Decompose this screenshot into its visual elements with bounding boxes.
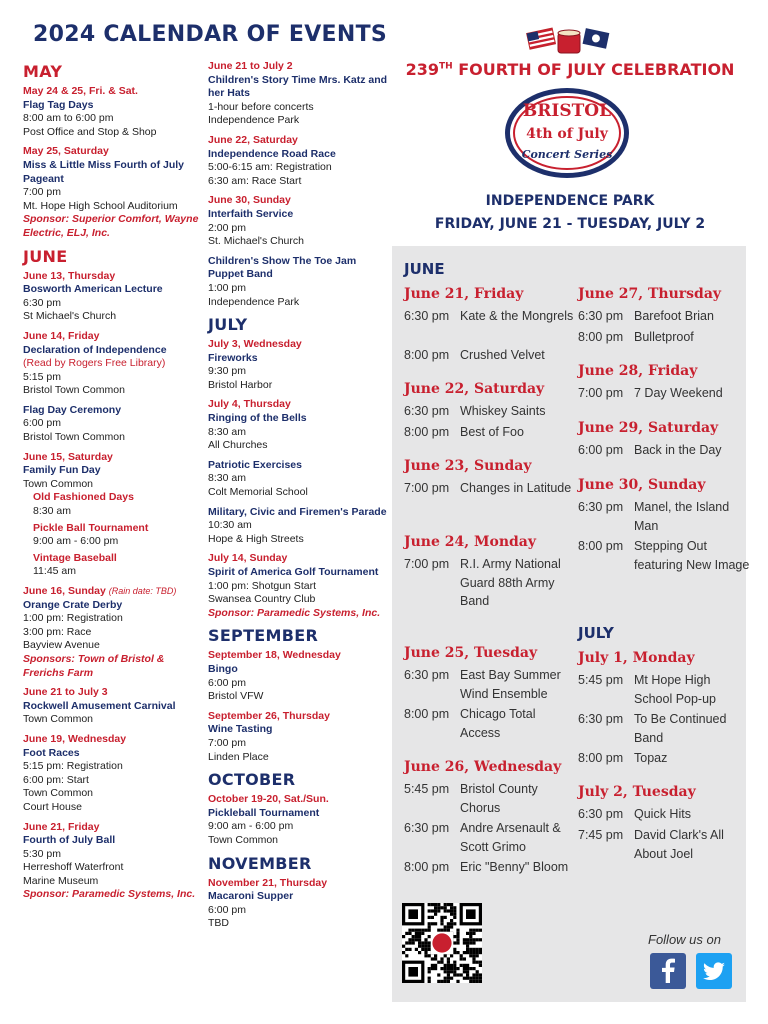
concert-time: 6:30 pm: [578, 309, 624, 323]
concert-row: [578, 498, 752, 535]
event-detail: TBD: [208, 917, 229, 930]
event-item: [208, 459, 388, 500]
event-name: Wine Tasting: [208, 723, 273, 736]
event-date-line: [23, 686, 203, 700]
concert-date: June 21, Friday: [404, 286, 524, 302]
concert-time: 7:45 pm: [578, 828, 624, 842]
event-date: September 26, Thursday: [208, 709, 330, 722]
concert-act: Andre Arsenault & Scott Grimo: [460, 821, 561, 854]
event-detail: 6:00 pm: [23, 417, 61, 430]
concert-time: 6:30 pm: [578, 500, 624, 514]
sub-event-detail: 11:45 am: [33, 565, 76, 578]
event-name: Independence Road Race: [208, 147, 336, 160]
event-detail: 8:00 am to 6:00 pm: [23, 112, 114, 125]
concert-time: 6:30 pm: [404, 668, 450, 682]
concert-act: David Clark's All About Joel: [634, 828, 724, 861]
month-heading: SEPTEMBER: [208, 626, 319, 646]
event-detail: St Michael's Church: [23, 310, 117, 323]
page-title: 2024 CALENDAR OF EVENTS: [33, 22, 388, 47]
concert-time: 8:00 pm: [404, 860, 450, 874]
event-date: June 19, Wednesday: [23, 732, 127, 745]
event-item: [23, 585, 203, 680]
event-detail: 8:30 am: [208, 425, 246, 438]
concert-time: 7:00 pm: [578, 386, 624, 400]
event-name: Orange Crate Derby: [23, 598, 123, 611]
event-date: July 3, Wednesday: [208, 338, 302, 351]
venue-name: INDEPENDENCE PARK: [485, 193, 655, 209]
twitter-icon[interactable]: [696, 953, 732, 989]
concert-act: Topaz: [634, 751, 668, 765]
event-item: [208, 877, 388, 931]
event-date-line: [23, 451, 203, 465]
event-detail: 6:00 pm: [208, 676, 246, 689]
events-column-1: [23, 60, 203, 908]
concert-act: Bulletproof: [634, 330, 694, 344]
concert-time: 8:00 pm: [578, 539, 624, 553]
event-detail: 5:15 pm: [23, 370, 61, 383]
concert-act: Stepping Out featuring New Image: [634, 539, 750, 572]
event-name: Children's Show The Toe Jam Puppet Band: [208, 254, 357, 281]
event-detail: Independence Park: [208, 295, 300, 308]
follow-us-label: Follow us on: [648, 932, 721, 947]
event-date-line: [23, 330, 203, 344]
event-detail: Marine Museum: [23, 874, 99, 887]
event-detail: Bristol VFW: [208, 690, 264, 703]
concert-row: [404, 666, 578, 703]
concert-act: Barefoot Brian: [634, 309, 714, 323]
event-item: [23, 686, 203, 727]
concert-row: [404, 780, 578, 817]
event-item: [23, 270, 203, 324]
event-date-line: [23, 145, 203, 159]
concert-time: 8:00 pm: [404, 425, 450, 439]
event-item: [208, 552, 388, 620]
concert-time: 8:00 pm: [578, 330, 624, 344]
concert-date: June 29, Saturday: [578, 420, 719, 436]
event-name: Bosworth American Lecture: [23, 283, 163, 296]
event-item: [208, 255, 388, 309]
concert-row: [404, 423, 578, 442]
qr-code[interactable]: [402, 903, 482, 983]
concert-act: Crushed Velvet: [460, 348, 545, 362]
event-name: Bingo: [208, 662, 238, 675]
event-date: June 15, Saturday: [23, 450, 113, 463]
event-detail: 6:00 pm: Start: [23, 773, 89, 786]
event-detail: 6:30 pm: [23, 296, 61, 309]
event-item: [208, 506, 388, 547]
event-date-line: [23, 821, 203, 835]
event-item: [208, 60, 388, 128]
event-detail: 7:00 pm: [208, 736, 246, 749]
concert-row: [578, 328, 752, 347]
event-name: Fourth of July Ball: [23, 834, 116, 847]
event-detail: Swansea Country Club: [208, 593, 316, 606]
concert-time: 7:00 pm: [404, 557, 450, 571]
event-name: Patriotic Exercises: [208, 458, 302, 471]
concert-date: July 1, Monday: [578, 650, 695, 666]
month-heading: NOVEMBER: [208, 853, 312, 873]
event-detail: 5:00-6:15 am: Registration: [208, 161, 332, 174]
concert-series-logo: [503, 86, 631, 180]
event-date-line: [23, 85, 203, 99]
event-detail: Herreshoff Waterfront: [23, 861, 124, 874]
event-date-line: [23, 733, 203, 747]
event-date: June 22, Saturday: [208, 133, 298, 146]
concert-act: 7 Day Weekend: [634, 386, 723, 400]
event-date-line: [208, 398, 388, 412]
event-date-line: [23, 270, 203, 284]
concert-row: [404, 402, 578, 421]
event-item: [208, 649, 388, 703]
concert-date: June 22, Saturday: [404, 381, 545, 397]
event-name: Military, Civic and Firemen's Parade: [208, 505, 387, 518]
concert-time: 5:45 pm: [578, 673, 624, 687]
concert-time: 8:00 pm: [404, 348, 450, 362]
flags-drum-icon: [526, 24, 612, 58]
event-name: Flag Tag Days: [23, 98, 94, 111]
sub-event: [23, 522, 203, 549]
event-detail: 2:00 pm: [208, 221, 246, 234]
event-detail: Bristol Town Common: [23, 431, 125, 444]
event-detail: All Churches: [208, 439, 268, 452]
month-heading: MAY: [23, 62, 63, 81]
logo-text-1: BRISTOL: [522, 101, 612, 121]
sub-event-name: Vintage Baseball: [33, 551, 117, 564]
concert-time: 6:30 pm: [404, 404, 450, 418]
sub-event: [23, 552, 203, 579]
event-date: June 30, Sunday: [208, 194, 291, 207]
event-detail: 1:00 pm: Shotgun Start: [208, 579, 316, 592]
concert-row: [404, 858, 578, 877]
event-name: Interfaith Service: [208, 207, 294, 220]
concert-act: Back in the Day: [634, 443, 722, 457]
concert-act: Whiskey Saints: [460, 404, 546, 418]
celebration-title: 239TH FOURTH OF JULY CELEBRATION: [405, 60, 735, 79]
concert-time: 6:30 pm: [578, 807, 624, 821]
event-detail: Hope & High Streets: [208, 532, 304, 545]
venue-block: [392, 190, 748, 236]
event-detail: Linden Place: [208, 750, 269, 763]
sub-event: [23, 491, 203, 518]
event-date-line: [23, 585, 203, 599]
event-date-line: [208, 649, 388, 663]
concert-row: [578, 671, 752, 708]
event-note: (Read by Rogers Free Library): [23, 357, 166, 370]
concert-date: June 30, Sunday: [578, 477, 706, 493]
concert-row: [578, 307, 752, 326]
event-date-note: (Rain date: TBD): [108, 586, 177, 596]
event-name: Foot Races: [23, 746, 80, 759]
concert-time: 7:00 pm: [404, 481, 450, 495]
event-date-line: [208, 194, 388, 208]
event-sponsor: Sponsor: Paramedic Systems, Inc.: [23, 888, 196, 901]
event-detail: 1-hour before concerts: [208, 100, 314, 113]
event-detail: 10:30 am: [208, 519, 252, 532]
concert-panel: [392, 246, 750, 1002]
logo-text-2: 4th of July: [526, 126, 608, 142]
event-name: Ringing of the Bells: [208, 412, 307, 425]
event-date-line: [208, 793, 388, 807]
concert-act: Quick Hits: [634, 807, 691, 821]
event-detail: 3:00 pm: Race: [23, 625, 92, 638]
event-item: [23, 404, 203, 445]
event-detail: 5:15 pm: Registration: [23, 760, 123, 773]
event-detail: 9:00 am - 6:00 pm: [208, 820, 294, 833]
june-heading: JUNE: [404, 260, 445, 278]
event-item: [23, 85, 203, 139]
sub-event-name: Old Fashioned Days: [33, 491, 134, 504]
event-detail: Mt. Hope High School Auditorium: [23, 199, 178, 212]
event-date: May 24 & 25, Fri. & Sat.: [23, 85, 138, 97]
event-name: Macaroni Supper: [208, 890, 294, 903]
event-item: [23, 145, 203, 240]
event-item: [23, 821, 203, 903]
event-date-line: [208, 134, 388, 148]
event-name: Pickleball Tournament: [208, 806, 320, 819]
event-detail: Colt Memorial School: [208, 486, 308, 499]
concert-row: [578, 710, 752, 747]
event-item: [208, 398, 388, 452]
concert-row: [578, 805, 752, 824]
event-sponsor: Sponsors: Town of Bristol & Frerichs Farm: [23, 652, 165, 679]
concert-row: [404, 307, 578, 326]
event-detail: 8:30 am: [208, 472, 246, 485]
concert-act: Manel, the Island Man: [634, 500, 730, 533]
concert-act: Chicago Total Access: [460, 707, 536, 740]
event-date: June 16, Sunday: [23, 585, 106, 597]
event-name: Miss & Little Miss Fourth of July Pageant: [23, 158, 185, 185]
event-item: [208, 338, 388, 392]
event-date: June 13, Thursday: [23, 269, 116, 282]
concert-time: 5:45 pm: [404, 782, 450, 796]
event-sponsor: Sponsor: Paramedic Systems, Inc.: [208, 606, 381, 619]
concert-time: 6:30 pm: [578, 712, 624, 726]
event-detail: Bristol Harbor: [208, 378, 273, 391]
concert-row: [404, 346, 578, 365]
event-item: [208, 710, 388, 764]
sub-event-name: Pickle Ball Tournament: [33, 521, 149, 534]
event-date: June 21, Friday: [23, 820, 100, 833]
event-name: Rockwell Amusement Carnival: [23, 699, 176, 712]
event-date-line: [208, 710, 388, 724]
concert-act: Bristol County Chorus: [460, 782, 538, 815]
event-detail: Independence Park: [208, 114, 300, 127]
event-detail: Town Common: [23, 713, 94, 726]
event-date-line: [208, 552, 388, 566]
concert-date: June 27, Thursday: [578, 286, 722, 302]
event-date: November 21, Thursday: [208, 876, 328, 889]
concert-act: To Be Continued Band: [634, 712, 727, 745]
concert-row: [578, 441, 752, 460]
event-detail: Town Common: [23, 477, 94, 490]
concert-time: 6:30 pm: [404, 821, 450, 835]
event-detail: 6:00 pm: [208, 903, 246, 916]
sub-event-detail: 8:30 am: [33, 505, 71, 518]
concert-act: Changes in Latitude: [460, 481, 572, 495]
event-date: September 18, Wednesday: [208, 649, 341, 662]
event-item: [23, 451, 203, 579]
event-detail: Town Common: [23, 787, 94, 800]
event-detail: Town Common: [208, 833, 279, 846]
concert-date: July 2, Tuesday: [578, 784, 696, 800]
concert-act: East Bay Summer Wind Ensemble: [460, 668, 561, 701]
event-detail: 1:00 pm: [208, 281, 246, 294]
concert-date: June 25, Tuesday: [404, 645, 538, 661]
concert-act: Eric "Benny" Bloom: [460, 860, 569, 874]
concert-row: [578, 826, 752, 863]
event-detail: St. Michael's Church: [208, 235, 304, 248]
concert-date: June 26, Wednesday: [404, 759, 562, 775]
event-name: Declaration of Independence: [23, 343, 167, 356]
month-heading: JULY: [208, 315, 248, 335]
event-date-line: [208, 338, 388, 352]
event-date: May 25, Saturday: [23, 145, 109, 158]
facebook-icon[interactable]: [650, 953, 686, 989]
event-item: [23, 330, 203, 398]
event-detail: 9:30 pm: [208, 365, 246, 378]
concert-date: June 28, Friday: [578, 363, 698, 379]
event-name: Children's Story Time Mrs. Katz and her Hats: [208, 73, 388, 100]
concert-time: 8:00 pm: [578, 751, 624, 765]
event-date-line: [208, 60, 388, 74]
concert-act: Best of Foo: [460, 425, 524, 439]
sub-event-detail: 9:00 am - 6:00 pm: [33, 535, 119, 548]
concert-date: June 24, Monday: [404, 534, 537, 550]
concert-time: 6:00 pm: [578, 443, 624, 457]
concert-row: [578, 749, 752, 768]
logo-text-3: Concert Series: [521, 148, 613, 161]
concert-time: 6:30 pm: [404, 309, 450, 323]
event-detail: Bristol Town Common: [23, 384, 125, 397]
july-heading: JULY: [578, 624, 614, 642]
event-name: Fireworks: [208, 351, 258, 364]
event-detail: 7:00 pm: [23, 186, 61, 199]
concert-row: [404, 555, 578, 611]
event-name: Spirit of America Golf Tournament: [208, 566, 379, 578]
event-date: June 14, Friday: [23, 329, 100, 342]
event-date: July 4, Thursday: [208, 398, 291, 411]
event-detail: Bayview Avenue: [23, 639, 100, 652]
event-name: Flag Day Ceremony: [23, 403, 122, 416]
event-item: [23, 733, 203, 815]
concert-row: [578, 537, 752, 574]
event-detail: Court House: [23, 800, 82, 813]
concert-act: Kate & the Mongrels: [460, 309, 574, 323]
event-item: [208, 134, 388, 188]
event-date: June 21 to July 2: [208, 60, 293, 72]
concert-row: [404, 705, 578, 742]
concert-act: R.I. Army National Guard 88th Army Band: [460, 557, 561, 608]
event-sponsor: Sponsor: Superior Comfort, Wayne Electric, ELJ, Inc.: [23, 213, 199, 239]
event-item: [208, 793, 388, 847]
concert-row: [578, 384, 752, 403]
concert-time: 8:00 pm: [404, 707, 450, 721]
event-date: October 19-20, Sat./Sun.: [208, 793, 329, 806]
concert-act: Mt Hope High School Pop-up: [634, 673, 717, 706]
event-item: [208, 194, 388, 248]
month-heading: OCTOBER: [208, 770, 296, 790]
events-column-2: [208, 60, 388, 937]
event-date: June 21 to July 3: [23, 686, 108, 699]
venue-dates: FRIDAY, JUNE 21 - TUESDAY, JULY 2: [434, 216, 706, 232]
event-detail: 1:00 pm: Registration: [23, 612, 123, 625]
event-detail: 6:30 am: Race Start: [208, 174, 302, 187]
concert-row: [404, 479, 578, 498]
event-detail: 5:30 pm: [23, 847, 61, 860]
event-name: Family Fun Day: [23, 464, 101, 477]
event-detail: Post Office and Stop & Shop: [23, 125, 157, 138]
event-date: July 14, Sunday: [208, 552, 288, 565]
month-heading: JUNE: [23, 246, 68, 266]
event-date-line: [208, 877, 388, 891]
concert-date: June 23, Sunday: [404, 458, 532, 474]
concert-row: [404, 819, 578, 856]
